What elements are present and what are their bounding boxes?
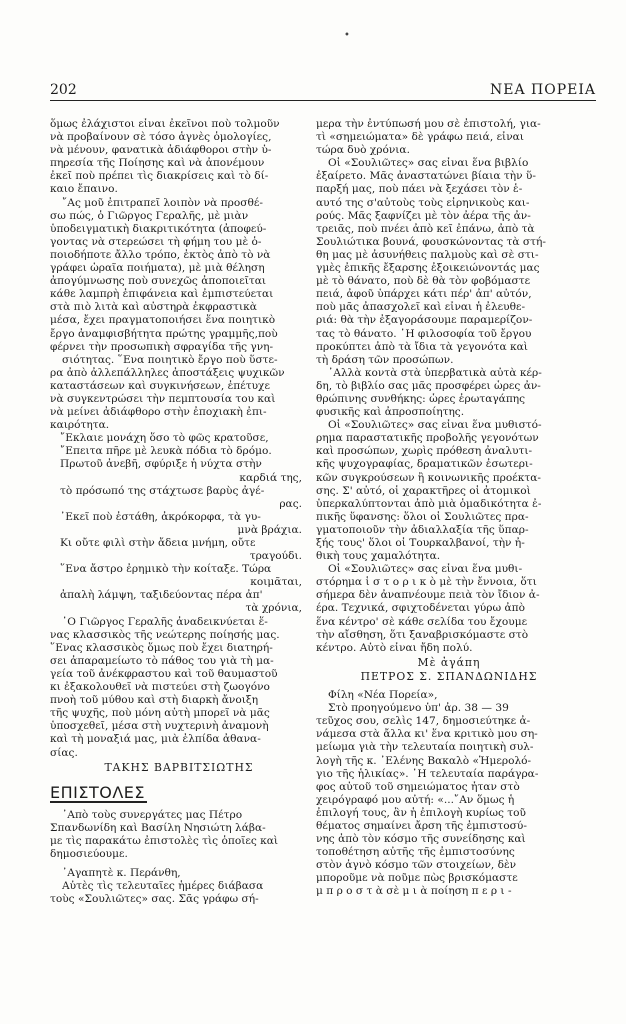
text-line: λογὴ τῆς κ. ᾿Ελένης Βακαλὸ «Ἡμερολό- xyxy=(316,754,532,767)
header-rule xyxy=(50,100,596,101)
text-line: ποιοδήποτε ἄλλο τρόπο, ἐκτὸς ἀπὸ τὸ νὰ xyxy=(50,248,271,261)
poem-line: κοιμᾶται, xyxy=(250,576,302,589)
text-line: Οἱ «Σουλιῶτες» σας εἶναι ἕνα μυθιστό- xyxy=(328,419,542,432)
text-line: νὰ συγκεντρώσει τὴν πεμπτουσία του καὶ xyxy=(50,392,276,405)
text-line: ῎Ας μοῦ ἐπιτραπεῖ λοιπὸν νὰ προσθέ- xyxy=(62,196,263,209)
essay-text xyxy=(50,118,308,432)
text-line: κῆς ψυχογραφίας, δραματικῶν ἐσωτερι- xyxy=(316,458,533,471)
text-line: κάθε λαμπρὴ ἐπιφάνεια καὶ ἐμπιστεύεται xyxy=(50,288,274,301)
text-line: έρα. Τεχνικά, σφιχτοδένεται γύρω ἀπὸ xyxy=(316,602,525,615)
poem-line: τὸ πρόσωπό της στάχτωσε βαρὺς ἀγέ- xyxy=(60,484,265,497)
text-line: πηρεσία τῆς Ποίησης καὶ νὰ ἀπονέμουν xyxy=(50,157,265,170)
text-line: ἕνα κέντρο' σὲ κάθε σελίδα του ἔχουμε xyxy=(316,615,528,628)
text-line: μέσα, ἔχει πραγματοποιήσει ἕνα ποιητικὸ xyxy=(50,314,276,327)
poem-line: ᾿Εκεῖ ποὺ ἐστάθη, ἀκρόκορφα, τὰ γυ- xyxy=(60,510,261,523)
text-line: καὶ προσώπων, χωρὶς πρόθεση ἀναλυτι- xyxy=(316,445,533,458)
text-line: γιο τῆς ἡλικίας». ῾Η τελευταία παράγρα- xyxy=(316,767,539,780)
text-line: Σουλιώτικα βουνά, φουσκώνοντας τὰ στή- xyxy=(316,235,546,248)
left-column xyxy=(50,118,308,906)
essay-text-continued xyxy=(50,616,308,760)
text-line: μὲ τὸ θάνατο, ποὺ δὲ θὰ τὸν φοβόμαστε xyxy=(316,275,531,288)
text-line: τῆς ψυχῆς, ποὺ μόνη αὐτὴ μπορεῖ νὰ μᾶς xyxy=(50,707,270,720)
text-line: καιρότητα. xyxy=(50,419,110,432)
section-heading: ΕΠΙΣΤΟΛΕΣ xyxy=(50,780,147,803)
text-line: γράφει ὡραῖα ποιήματα), μὲ μιὰ θέληση xyxy=(50,262,265,275)
text-line: δημοσιεύουμε. xyxy=(50,848,128,861)
page-number: 202 xyxy=(50,82,77,98)
text-line: σήμερα δὲν ἀναπνέουμε πειὰ τὸν ἴδιον ἀ- xyxy=(316,589,540,602)
text-line: μποροῦμε νὰ ποῦμε πὼς βρισκόμαστε xyxy=(316,872,518,885)
text-line: Οἱ «Σουλιῶτες» σας εἶναι ἕνα μυθι- xyxy=(328,563,523,576)
text-line: γμὲς ἐπικῆς ἔξαρσης ἐξοικειώνοντάς μας xyxy=(316,262,540,275)
poem-line: ἀπαλὴ λάμψη, ταξιδεύοντας πέρα ἀπ' xyxy=(60,589,263,602)
text-line: τοὺς «Σουλιῶτες» σας. Σᾶς γράφω σή- xyxy=(50,893,259,906)
text-line: σης. Σ' αὐτό, οἱ χαρακτῆρες οἱ ἀτομικοὶ xyxy=(316,484,531,497)
poem-line: ρας. xyxy=(279,497,302,510)
poem-line: Κι οὔτε φιλὶ στὴν ἄδεια μνήμη, οὔτε xyxy=(60,537,256,549)
text-line: ὑποδειγματικὴ διακριτικότητα (ἀποφεύ- xyxy=(50,222,267,235)
letters-intro xyxy=(50,809,308,861)
text-line: κέντρο. Αὐτὸ εἶναι ἤδη πολύ. xyxy=(316,641,473,654)
running-title: ΝΕΑ ΠΟΡΕΙΑ xyxy=(490,82,596,98)
text-line: ὅμως ἐλάχιστοι εἶναι ἐκεῖνοι ποὺ τολμοῦν xyxy=(50,118,280,130)
text-line: ῾Ο Γιῶργος Γεραλῆς ἀναδεικνύεται ἕ- xyxy=(62,615,268,628)
text-line: πειά, ἀφοῦ ὑπάρχει κάτι πέρ' ἀπ' αὐτόν, xyxy=(316,288,532,301)
text-line: ποὺ μᾶς ἀπασχολεῖ καὶ εἶναι ἡ ἐλευθε- xyxy=(316,301,526,314)
text-line: γματοποιοῦν τὴν ἀδιαλλαξία τῆς ὕπαρ- xyxy=(316,523,529,536)
text-line: τὴ δράση τῶν προσώπων. xyxy=(316,353,454,366)
text-line: στὸν ἁγνὸ κόσμο τῶν στοιχείων, δὲν xyxy=(316,859,517,872)
text-line: ἐξαίρετο. Μᾶς ἀναστατώνει βίαια τὴν ὕ- xyxy=(316,170,536,183)
poem-line: τραγούδι. xyxy=(249,550,302,563)
poem-line: ῎Επειτα πῆρε μὲ λευκὰ πόδια τὸ δρόμο. xyxy=(60,445,272,458)
poem-line: Πρωτοῦ ἀνεβῆ, σφύριξε ἡ νύχτα στὴν xyxy=(60,458,262,471)
text-line: σει ἀπαραμείωτο τὸ πάθος του γιὰ τὴ μα- xyxy=(50,654,274,667)
text-line: σω πώς, ὁ Γιῶργος Γεραλῆς, μὲ μιὰν xyxy=(50,209,249,222)
text-line: ῞Ενας κλασσικὸς ὅμως ποὺ ἔχει διατηρή- xyxy=(50,641,273,654)
text-line: ᾿Απὸ τοὺς συνεργάτες μας Πέτρο xyxy=(62,808,243,821)
text-line: κι ἐξακολουθεῖ νὰ πιστεύει στὴ ζωογόνο xyxy=(50,681,270,694)
right-column xyxy=(316,118,582,899)
text-line: τας τὸ θάνατο. ῾Η φιλοσοφία τοῦ ἔργου xyxy=(316,327,532,340)
text-line: χειρόγραφό μου αὐτή: «...῎Αν ὅμως ἡ xyxy=(316,793,515,806)
text-line: σίας. xyxy=(50,746,78,759)
text-line: Οἱ «Σουλιῶτες» σας εἶναι ἕνα βιβλίο xyxy=(328,157,529,170)
text-line: πνοὴ τοῦ μύθου καὶ στὴ διαρκὴ ἄνοιξη xyxy=(50,694,259,707)
letter-text-start xyxy=(50,880,308,906)
text-line: θέματος σημαίνει ἄρση τῆς ἐμπιστοσύ- xyxy=(316,819,527,832)
poem-line: ῎Εκλαιε μονάχη ὅσο τὸ φῶς κρατοῦσε, xyxy=(60,432,269,445)
text-line: νης ἀπὸ τὸν κόσμο τῆς συνείδησης καὶ xyxy=(316,833,526,846)
poem-line: ῞Ενα ἄστρο ἐρημικὸ τὴν κοίταξε. Τώρα xyxy=(60,563,272,576)
text-line: ὑπερκαλύπτονται ἀπὸ μιὰ ὁμαδικότητα ἐ- xyxy=(316,497,542,510)
text-line: νάμεσα στὰ ἄλλα κι' ἕνα κριτικὸ μου ση- xyxy=(316,728,538,741)
text-line: Αὐτὲς τὶς τελευταῖες ἡμέρες διάβασα xyxy=(62,880,264,893)
text-line: ἐκεῖ ποὺ πρέπει τὶς διακρίσεις καὶ τὸ δί- xyxy=(50,170,269,183)
page-mark-dot: • xyxy=(344,30,350,41)
text-line: ριά: θὰ τὴν ἐξαγοράσουμε παραμερίζον- xyxy=(316,314,533,327)
text-line: τώρα δυὸ χρόνια. xyxy=(316,144,410,157)
text-line: ἔργο ἀναμφισβήτητα πρώτης γραμμῆς,ποὺ xyxy=(50,327,278,340)
text-line: Στὸ προηγούμενο ὑπ' ἀρ. 38 — 39 xyxy=(328,702,509,715)
text-line: δη, τὸ βιβλίο σας μᾶς προσφέρει ὧρες ἀν- xyxy=(316,379,541,392)
text-line: ρούς. Μᾶς ξαφνίζει μὲ τὸν ἀέρα τῆς ἀν- xyxy=(316,209,531,222)
text-line: νας κλασσικὸς τῆς νεώτερης ποίησής μας. xyxy=(50,628,280,641)
text-line: κῶν συγκρούσεων ἢ κοινωνικῆς προέκτα- xyxy=(316,471,541,484)
text-line: τὶ «σημειώματα» δὲ γράφω πειά, εἶναι xyxy=(316,131,524,144)
text-line: νὰ μείνει ἀδιάφθορο στὴν ἐποχιακὴ ἐπι- xyxy=(50,406,267,419)
text-line: ᾿Αλλὰ κοντὰ στὰ ὑπερβατικὰ αὐτὰ κέρ- xyxy=(328,366,542,379)
text-line: πικῆς ὕφανσης: ὅλοι οἱ Σουλιῶτες πρα- xyxy=(316,510,529,523)
text-line: στόρημα ἱ σ τ ο ρ ι κ ὸ μὲ τὴν ἔννοια, ὅτι xyxy=(316,576,537,589)
text-line: προκύπτει ἀπὸ τὰ ἴδια τὰ γεγονότα καὶ xyxy=(316,340,528,353)
text-line: νὰ μένουν, φανατικὰ ἀδιάφθοροι στὴν ὑ- xyxy=(50,144,272,157)
poem-line: τὰ χρόνια, xyxy=(245,602,302,615)
text-line: ρα ἀπὸ ἀλλεπάλληλες ἀποστάξεις ψυχικῶν xyxy=(50,366,285,379)
text-line: ὑποσχεθεῖ, μέσα στὴ νυχτερινὴ ἀναμονὴ xyxy=(50,720,269,733)
letter-closing: Μὲ ἀγάπη xyxy=(417,655,481,669)
text-line: με τὶς παρακάτω ἐπιστολὲς τὶς ὁποῖες καὶ xyxy=(50,834,279,847)
text-line: ἀπογύμνωσης ποὺ συνεχῶς ἀποποιεῖται xyxy=(50,275,267,288)
poem-quote xyxy=(50,432,308,615)
letter-salutation: ᾿Αγαπητὲ κ. Περάνθη, xyxy=(62,867,181,880)
text-line: ρημα παραστατικῆς προβολῆς γεγονότων xyxy=(316,432,539,445)
text-line: μ π ρ ο σ τ ὰ σὲ μ ι ὰ ποίηση π ε ρ ι - xyxy=(316,885,512,898)
text-line: Σπανδωνίδη καὶ Βασίλη Νησιώτη λάβα- xyxy=(50,821,266,834)
text-line: τοποθέτηση αὐτῆς τῆς ἐμπιστοσύνης xyxy=(316,846,515,859)
text-line: μερα τὴν ἐντύπωσή μου σὲ ἐπιστολή, για- xyxy=(316,118,541,130)
second-letter-text xyxy=(316,702,582,898)
text-line: θικὴ τους χαμαλότητα. xyxy=(316,550,441,563)
text-line: ξής τους' ὅλοι οἱ Τουρκαλβανοί, τὴν ἠ- xyxy=(316,537,525,549)
text-line: σιότητας. ῞Ενα ποιητικὸ ἔργο ποὺ ὕστε- xyxy=(62,353,278,366)
poem-line: καρδιά της, xyxy=(239,471,302,484)
text-line: καιο ἔπαινο. xyxy=(50,183,118,196)
text-line: καταστάσεων καὶ συγκινήσεων, ἐπέτυχε xyxy=(50,379,270,392)
text-line: τρειᾶς, ποὺ πνέει ἀπὸ κεῖ ἐπάνω, ἀπὸ τὰ xyxy=(316,222,535,235)
second-letter-salutation: Φίλη «Νέα Πορεία», xyxy=(328,689,438,702)
text-line: καὶ τὴ μοναξιά μας, μιὰ ἐλπίδα ἀθανα- xyxy=(50,733,261,746)
poem-line: μνὰ βράχια. xyxy=(237,523,302,536)
text-line: νὰ προβαίνουν σὲ τόσο ἁγνὲς ὁμολογίες, xyxy=(50,131,272,144)
text-line: γεία τοῦ ἀνέκφραστου καὶ τοῦ θαυμαστοῦ xyxy=(50,667,278,680)
text-line: παρξή μας, ποὺ πάει νὰ ξεχάσει τὸν ἑ- xyxy=(316,183,523,196)
text-line: τεῦχος σου, σελὶς 147, δημοσιεύτηκε ἀ- xyxy=(316,715,531,728)
text-line: αυτό της σ'αὐτοὺς τοὺς εἰρηνικοὺς και- xyxy=(316,196,530,209)
text-line: γοντας νὰ στερεώσει τὴ φήμη του μὲ ὁ- xyxy=(50,235,262,248)
text-line: ἐπιλογή τους, ἂν ἡ ἐπιλογὴ κυρίως τοῦ xyxy=(316,806,526,819)
page-header xyxy=(50,82,596,102)
essay-signature: ΤΑΚΗΣ ΒΑΡΒΙΤΣΙΩΤΗΣ xyxy=(104,760,254,774)
text-line: τὴν αἴσθηση, ὅτι ξαναβρισκόμαστε στὸ xyxy=(316,628,529,641)
text-line: φος αὐτοῦ τοῦ σημειώματος ἦταν στὸ xyxy=(316,780,520,793)
text-line: στὰ πιὸ λιτὰ καὶ αὐστηρὰ ἐκφραστικὰ xyxy=(50,301,257,314)
text-line: φυσικῆς καὶ ἀπροσποίητης. xyxy=(316,406,465,419)
text-line: φέρνει τὴν προσωπικὴ σφραγίδα τῆς γνη- xyxy=(50,340,274,353)
letter-signature: ΠΕΤΡΟΣ Σ. ΣΠΑΝΔΩΝΙΔΗΣ xyxy=(360,669,538,683)
text-line: θρώπινης συνθήκης: ὧρες ἐρωταγάπης xyxy=(316,392,526,405)
letter-text xyxy=(316,118,582,655)
text-line: μείωμα γιὰ τὴν τελευταία ποιητικὴ συλ- xyxy=(316,741,534,754)
text-line: θη μας μὲ ἀσυνήθεις παλμοὺς καὶ σὲ στι- xyxy=(316,248,539,261)
